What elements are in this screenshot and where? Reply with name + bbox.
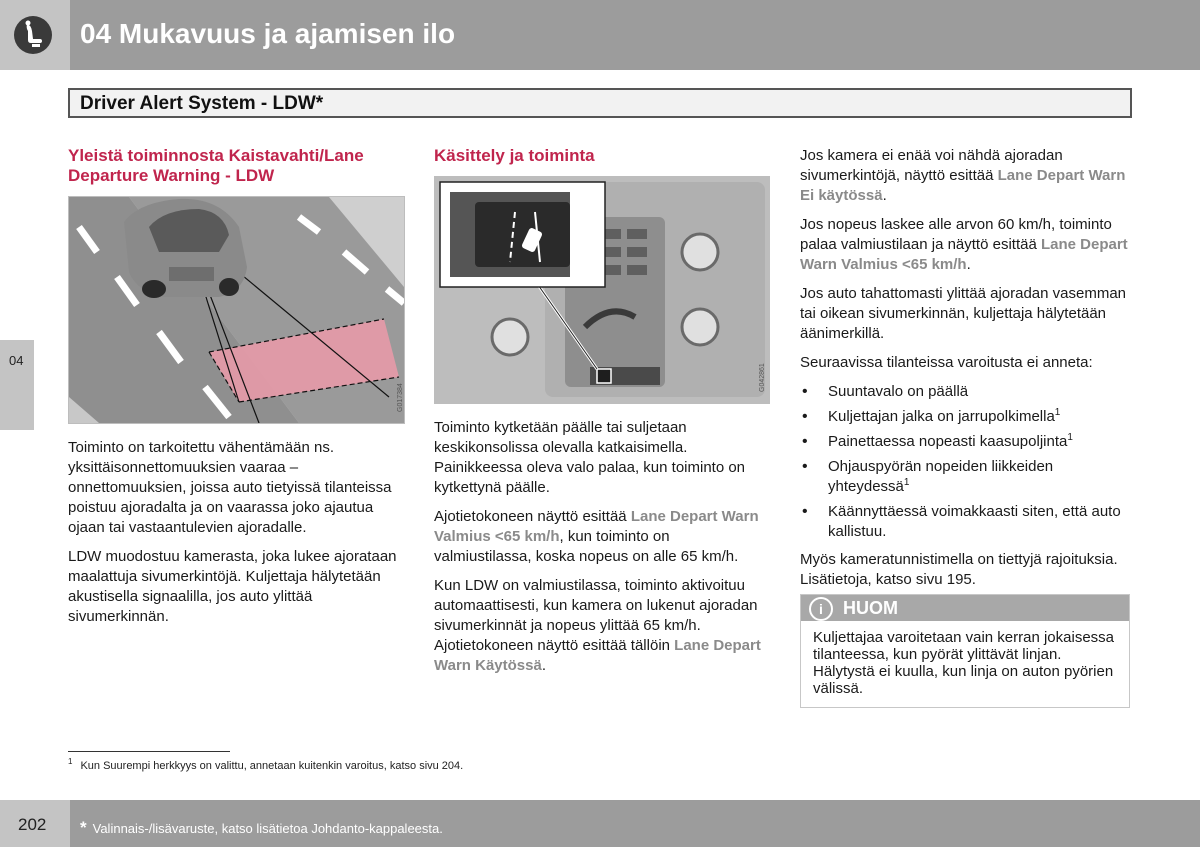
list-item: • Kuljettajan jalka on jarrupolkimella$^1$	[800, 407, 1130, 427]
display-message: Lane Depart Warn Valmius <65 km/h	[434, 508, 759, 545]
road-car-svg	[69, 197, 404, 423]
column-1	[68, 146, 403, 636]
console-illustration	[434, 176, 770, 404]
header-tab	[0, 0, 70, 70]
figure-code: G017384	[397, 383, 404, 412]
note-title: HUOM	[843, 598, 898, 618]
info-icon: i	[809, 597, 833, 621]
console-svg	[435, 177, 769, 403]
display-message: Lane Depart Warn Käytössä	[434, 637, 761, 674]
col2-paragraph-2: Ajotietokoneen näyttö esittää Lane Depart Warn Valmius <65 km/h, kun toiminto on valmiustilassa, koska nopeus on alle 65 km/h.	[434, 508, 759, 565]
col2-heading: Käsittely ja toiminta	[434, 146, 595, 165]
display-message: Lane Depart Warn Ei käytössä	[800, 167, 1126, 204]
col3-paragraph-5: Myös kameratunnistimella on tiettyjä rajoituksia. Lisätietoja, katso sivu 195.	[800, 551, 1118, 588]
chapter-title: 04 Mukavuus ja ajamisen ilo	[80, 18, 456, 49]
col3-paragraph-1: Jos kamera ei enää voi nähdä ajoradan sivumerkintöjä, näyttö esittää Lane Depart Warn Ei käytössä.	[800, 147, 1126, 204]
section-title-box	[68, 88, 1132, 118]
col3-paragraph-4: Seuraavissa tilanteissa varoitusta ei anneta:	[800, 354, 1093, 371]
col1-paragraph-1: Toiminto on tarkoitettu vähentämään ns. yksittäisonnettomuuksien vaaraa – onnettomuuksien, joissa auto tietyissä tilanteissa poistuu ajoradalta ja on vaarassa joko ajautua ojaan tai vastaantulevien ajoradalle.	[68, 439, 392, 536]
list-item: • Suuntavalo on päällä	[800, 382, 1130, 402]
chapter-side-tab	[0, 340, 34, 430]
note-text: Kuljettajaa varoitetaan vain kerran jokaisessa tilanteessa, kun pyörät ylittävät linjan. Hälytystä ei kuulla, kun linja on auton pyörien välissä.	[813, 629, 1115, 697]
display-message: Lane Depart Warn Valmius <65 km/h	[800, 236, 1128, 273]
col3-paragraph-2: Jos nopeus laskee alle arvon 60 km/h, toiminto palaa valmiustilaan ja näyttö esittää Lane Depart Warn Valmius <65 km/h.	[800, 216, 1128, 273]
col2-paragraph-3: Kun LDW on valmiustilassa, toiminto aktivoituu automaattisesti, kun kamera on lukenut ajoradan sivumerkinnät ja nopeus ylittää 65 km/h. Ajotietokoneen näyttö esittää tällöin Lane Depart Warn Käytössä.	[434, 577, 761, 674]
note-box	[800, 594, 1130, 708]
col1-heading: Yleistä toiminnosta Kaistavahti/Lane Departure Warning - LDW	[68, 146, 364, 185]
column-2	[434, 146, 768, 685]
section-title: Driver Alert System - LDW*	[80, 93, 324, 114]
page-number: 202	[18, 815, 47, 834]
road-illustration	[68, 196, 405, 424]
footer-note: * Valinnais-/lisävaruste, katso lisätietoa Johdanto-kappaleesta.	[80, 818, 443, 837]
col2-paragraph-1: Toiminto kytketään päälle tai suljetaan keskikonsolissa olevalla katkaisimella. Painikkeessa oleva valo palaa, kun toiminto on kytkettynä päälle.	[434, 419, 746, 496]
footnote-rule	[68, 751, 230, 752]
footnote: $^1$ Kun Suurempi herkkyys on valittu, annetaan kuitenkin varoitus, katso sivu 204.	[68, 757, 464, 772]
col1-paragraph-2: LDW muodostuu kamerasta, joka lukee ajorataan maalattuja sivumerkintöjä. Kuljettaja hälytetään akustisella signaalilla, jos auto ylittää sivumerkinnän.	[68, 548, 397, 625]
list-item: • Ohjauspyörän nopeiden liikkeiden yhteydessä$^1$	[800, 457, 1130, 497]
list-item: • Painettaessa nopeasti kaasupoljinta$^1$	[800, 432, 1130, 452]
figure-code: G042861	[759, 363, 766, 392]
note-header	[801, 595, 1129, 621]
col3-paragraph-3: Jos auto tahattomasti ylittää ajoradan vasemman tai oikean sivumerkinnän, kuljettaja hälytetään äänimerkillä.	[800, 285, 1127, 342]
chapter-number: 04	[9, 353, 24, 368]
seat-icon	[14, 16, 52, 54]
exception-list	[800, 382, 1130, 542]
list-item: • Käännyttäessä voimakkaasti siten, että auto kallistuu.	[800, 502, 1130, 542]
column-3	[800, 146, 1130, 599]
